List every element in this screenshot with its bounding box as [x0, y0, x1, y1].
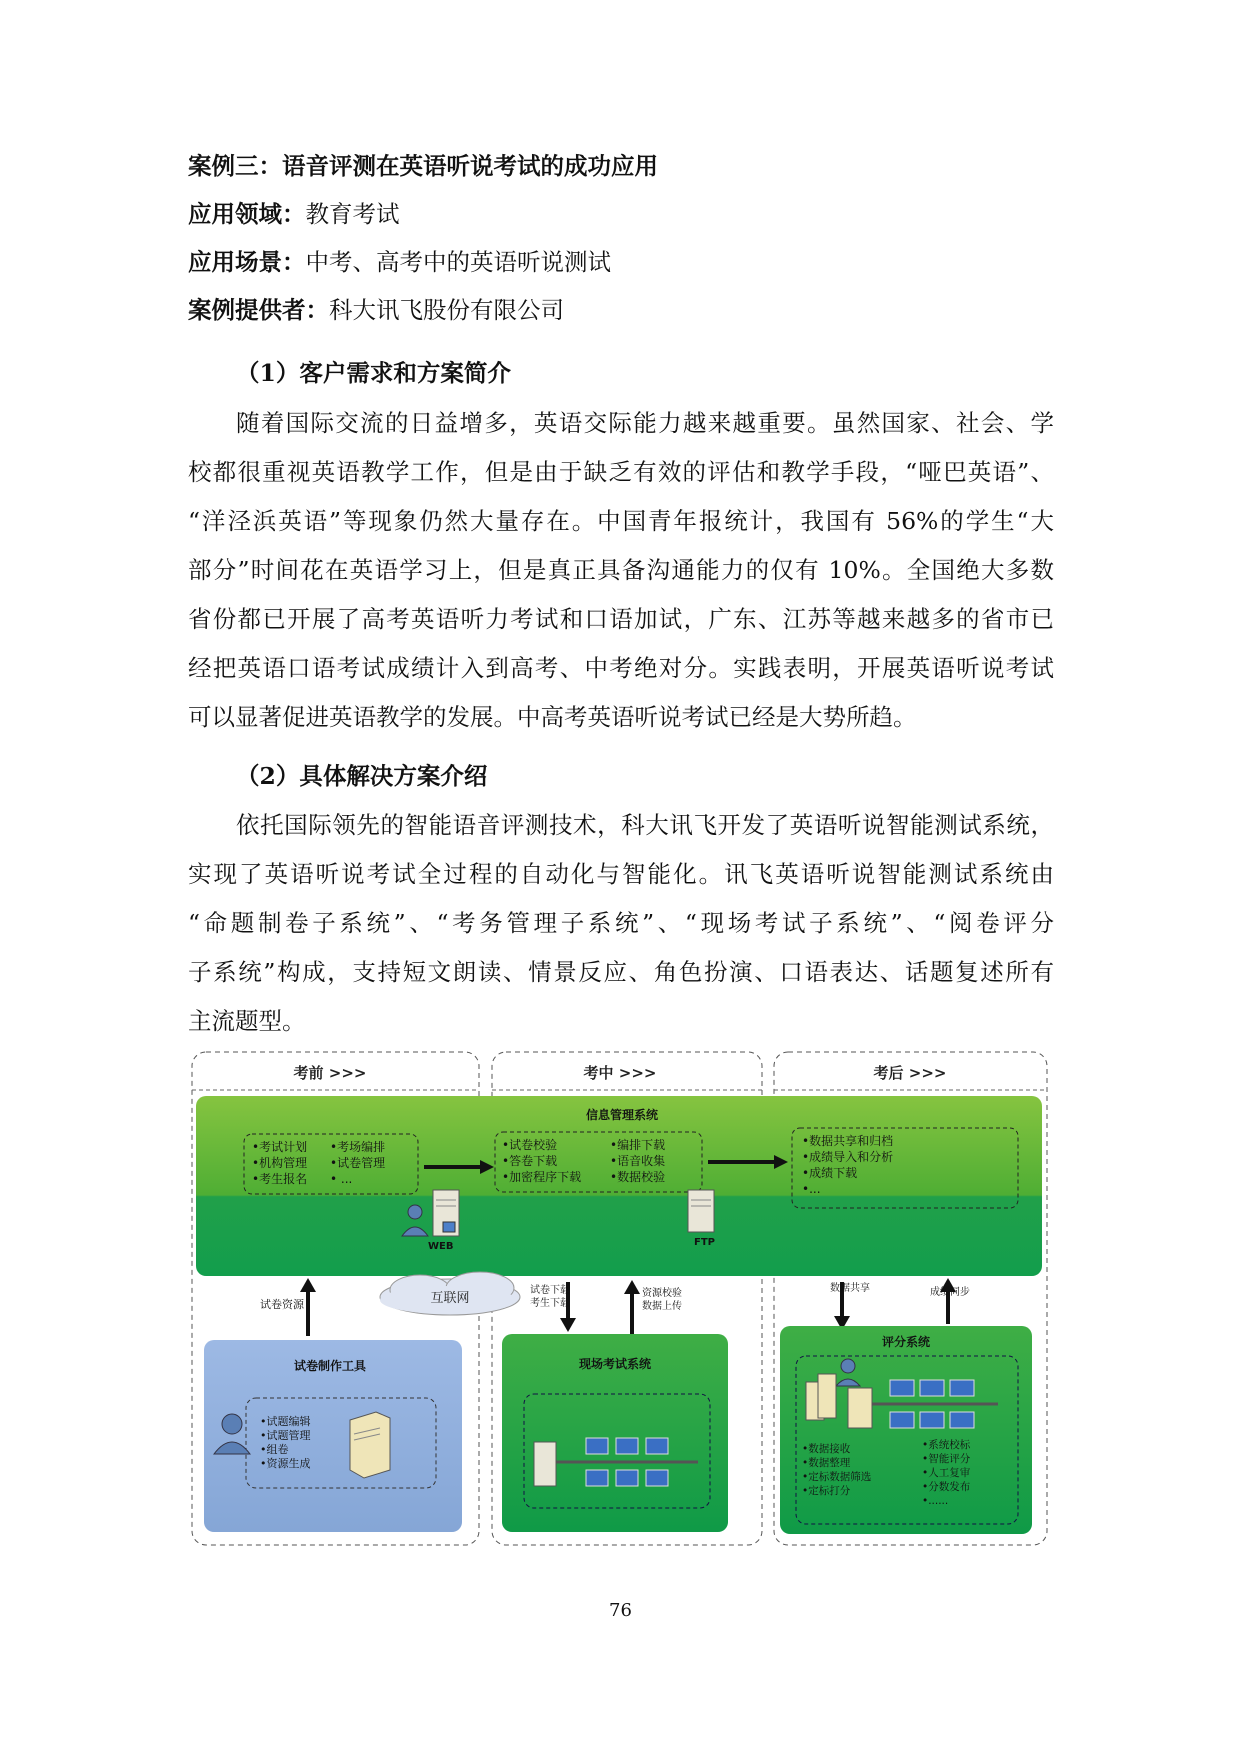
pre-item: • ... [330, 1172, 353, 1186]
ftp-label: FTP [694, 1237, 715, 1248]
section1-line: 经把英语口语考试成绩计入到高考、中考绝对分。实践表明，开展英语听说考试 [188, 654, 1054, 682]
resource-check-label: 资源校验 [642, 1288, 682, 1299]
section1-heading: （1）客户需求和方案简介 [236, 359, 511, 387]
section1-line: 随着国际交流的日益增多，英语交际能力越来越重要。虽然国家、社会、学 [236, 409, 1054, 437]
provider-row [188, 294, 564, 326]
arrow-up-icon [624, 1280, 640, 1294]
section1-line: “洋泾浜英语”等现象仍然大量存在。中国青年报统计，我国有 56%的学生“大 [188, 507, 1054, 535]
ftp-server-icon [688, 1190, 714, 1232]
arrow-down-icon [560, 1318, 576, 1332]
info-system-title: 信息管理系统 [585, 1108, 659, 1122]
scene-row [188, 246, 611, 278]
section2-heading: （2）具体解决方案介绍 [236, 762, 488, 790]
tool-item: •试题编辑 [260, 1415, 311, 1428]
section2-line: 主流题型。 [188, 1007, 306, 1035]
grading-item: •定标数据筛选 [802, 1471, 872, 1483]
post-item: •数据共享和归档 [802, 1134, 894, 1148]
post-item: •... [802, 1182, 821, 1196]
scene-label: 应用场景： [188, 248, 306, 276]
server-icon [350, 1412, 390, 1478]
pre-item: •考试计划 [252, 1140, 308, 1154]
section2-line: 依托国际领先的智能语音评测技术，科大讯飞开发了英语听说智能测试系统， [236, 811, 1054, 839]
grading-item: •...... [922, 1495, 949, 1507]
arrow-up-icon [300, 1278, 316, 1292]
paper-download-label: 试卷下载 [530, 1285, 570, 1296]
tool-item: •组卷 [260, 1443, 289, 1456]
section2-line: 实现了英语听说考试全过程的自动化与智能化。讯飞英语听说智能测试系统由 [188, 860, 1054, 888]
grading-item: •智能评分 [922, 1453, 971, 1465]
case-title: 案例三：语音评测在英语听说考试的成功应用 [188, 152, 658, 180]
grading-item: •数据接收 [802, 1443, 851, 1455]
section1-line: 可以显著促进英语教学的发展。中高考英语听说考试已经是大势所趋。 [188, 703, 917, 731]
mid-item: •编排下载 [610, 1138, 666, 1152]
phase-pre-label: 考前 >>> [293, 1064, 367, 1082]
pre-item: •试卷管理 [330, 1156, 386, 1170]
scene-value: 中考、高考中的英语听说测试 [305, 248, 611, 276]
mid-item: •加密程序下载 [502, 1170, 582, 1184]
grading-item: •数据整理 [802, 1457, 851, 1469]
paper-tool-title: 试卷制作工具 [293, 1359, 367, 1373]
field-row [188, 198, 400, 230]
section2-line: 子系统”构成，支持短文朗读、情景反应、角色扮演、口语表达、话题复述所有 [188, 958, 1054, 986]
grading-item: •定标打分 [802, 1485, 851, 1497]
provider-label: 案例提供者： [188, 296, 329, 324]
data-share-label: 数据共享 [830, 1283, 870, 1294]
section2-line: “命题制卷子系统”、“考务管理子系统”、“现场考试子系统”、“阅卷评分 [188, 909, 1054, 937]
internet-label: 互联网 [430, 1291, 470, 1306]
candidate-download-label: 考生下载 [530, 1298, 570, 1309]
paper-resources-label: 试卷资源 [260, 1298, 304, 1311]
mid-item: •答卷下载 [502, 1154, 558, 1168]
tool-item: •试题管理 [260, 1429, 311, 1442]
grading-system-title: 评分系统 [881, 1335, 931, 1349]
system-architecture-diagram [190, 1050, 1050, 1547]
phase-post-label: 考后 >>> [873, 1064, 947, 1082]
score-sync-label: 成绩同步 [930, 1287, 970, 1298]
grading-item: •系统校标 [922, 1439, 971, 1451]
mid-item: •试卷校验 [502, 1138, 558, 1152]
pre-item: •考场编排 [330, 1140, 386, 1154]
post-item: •成绩导入和分析 [802, 1150, 894, 1164]
info-management-band [196, 1096, 1042, 1276]
tool-item: •资源生成 [260, 1457, 311, 1470]
grading-item: •人工复审 [922, 1467, 971, 1479]
provider-value: 科大讯飞股份有限公司 [329, 296, 564, 324]
data-upload-label: 数据上传 [642, 1301, 682, 1312]
web-label: WEB [428, 1241, 454, 1252]
grading-item: •分数发布 [922, 1481, 971, 1493]
page-number: 76 [609, 1600, 632, 1621]
mid-item: •数据校验 [610, 1170, 666, 1184]
mid-item: •语音收集 [610, 1154, 666, 1168]
section1-line: 校都很重视英语教学工作，但是由于缺乏有效的评估和教学手段，“哑巴英语”、 [188, 458, 1054, 486]
pre-item: •考生报名 [252, 1172, 308, 1186]
section1-line: 省份都已开展了高考英语听力考试和口语加试，广东、江苏等越来越多的省市已 [188, 605, 1054, 633]
onsite-exam-title: 现场考试系统 [578, 1357, 652, 1371]
phase-mid-label: 考中 >>> [583, 1064, 657, 1082]
post-item: •成绩下载 [802, 1166, 858, 1180]
section1-line: 部分”时间花在英语学习上，但是真正具备沟通能力的仅有 10%。全国绝大多数 [188, 556, 1054, 584]
field-label: 应用领域： [188, 200, 306, 228]
pre-item: •机构管理 [252, 1156, 308, 1170]
field-value: 教育考试 [305, 200, 400, 228]
grading-system-box [780, 1326, 1032, 1534]
